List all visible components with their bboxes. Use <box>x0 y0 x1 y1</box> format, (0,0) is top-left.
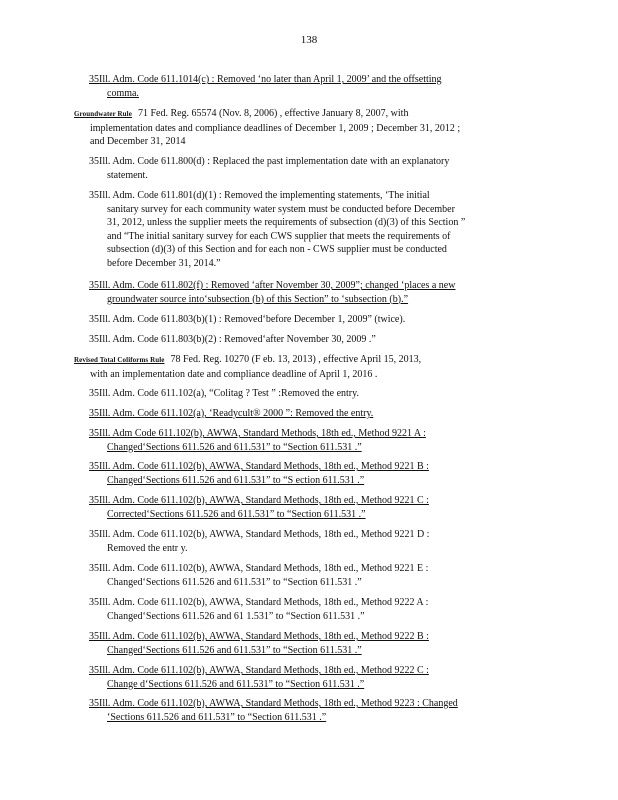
entry-line: groundwater source into‘subsection (b) of this Section” to ‘subsection (b).” <box>107 293 409 305</box>
amendment-entry <box>89 697 521 724</box>
amendment-entry <box>89 407 521 421</box>
amendment-entry <box>89 73 521 100</box>
amendment-entry <box>89 460 521 487</box>
entry-line: Corrected‘Sections 611.526 and 611.531” to “Section 611.531 .” <box>107 508 366 520</box>
amendment-entry <box>89 313 521 327</box>
entry-line: 78 Fed. Reg. 10270 (F eb. 13, 2013) , effective April 15, 2013, <box>170 354 422 365</box>
entry-line: 35Ill. Adm. Code 611.102(b), AWWA, Standard Methods, 18th ed., Method 9221 E : <box>89 563 429 574</box>
entry-line: before December 31, 2014.” <box>107 257 221 269</box>
entry-line: 35Ill. Adm Code 611.102(b), AWWA, Standard Methods, 18th ed., Method 9221 A : <box>89 428 426 439</box>
entry-line: and “The initial sanitary survey for each CWS supplier that meets the requirements of <box>107 230 451 242</box>
entry-line: statement. <box>107 169 148 181</box>
entry-line: with an implementation date and compliance deadline of April 1, 2016 . <box>90 368 378 380</box>
entry-line: 35Ill. Adm. Code 611.800(d) : Replaced the past implementation date with an explanatory <box>89 156 450 167</box>
amendment-entry <box>89 562 521 589</box>
entry-line: 35Ill. Adm. Code 611.102(b), AWWA, Standard Methods, 18th ed., Method 9222 C : <box>89 665 429 676</box>
entry-line: Removed the entr y. <box>107 542 188 554</box>
rule-heading-entry <box>74 107 529 149</box>
amendment-entry <box>89 630 521 657</box>
amendment-entry <box>89 528 521 555</box>
entry-line: ‘Sections 611.526 and 611.531” to “Section 611.531 .” <box>107 711 327 723</box>
amendment-entry <box>89 494 521 521</box>
amendment-entry <box>89 427 521 454</box>
entry-line: 35Ill. Adm. Code 611.803(b)(1) : Removed‘before December 1, 2009” (twice). <box>89 314 406 325</box>
rule-heading-entry <box>74 353 529 381</box>
amendment-entry <box>89 189 521 270</box>
entry-line: 35Ill. Adm. Code 611.802(f) : Removed ‘after November 30, 2009”; changed ‘places a new <box>89 280 456 291</box>
entry-line: 31, 2012, unless the supplier meets the requirements of subsection (d)(3) of this Section ” <box>107 217 466 228</box>
entry-line: 35Ill. Adm. Code 611.102(b), AWWA, Standard Methods, 18th ed., Method 9221 C : <box>89 495 429 506</box>
entry-line: 35Ill. Adm. Code 611.102(b), AWWA, Standard Methods, 18th ed., Method 9221 D : <box>89 529 430 540</box>
amendment-entry <box>89 279 521 306</box>
entry-line: 35Ill. Adm. Code 611.102(b), AWWA, Standard Methods, 18th ed., Method 9221 B : <box>89 461 429 472</box>
entry-line: 71 Fed. Reg. 65574 (Nov. 8, 2006) , effective January 8, 2007, with <box>137 108 409 119</box>
entry-line: Change d‘Sections 611.526 and 611.531” to “Section 611.531 .” <box>107 678 365 690</box>
entry-line: 35Ill. Adm. Code 611.803(b)(2) : Removed‘after November 30, 2009 .” <box>89 334 376 345</box>
amendment-entry <box>89 664 521 691</box>
entry-line: and December 31, 2014 <box>90 136 186 147</box>
entry-line: Changed‘Sections 611.526 and 611.531” to “Section 611.531 .” <box>107 576 362 588</box>
amendment-entry <box>89 155 521 182</box>
page-number: 138 <box>300 34 318 46</box>
entry-line: Changed‘Sections 611.526 and 61 1.531” to “Section 611.531 .” <box>107 610 365 622</box>
rule-name: Revised Total Coliforms Rule <box>74 356 165 364</box>
amendment-entry <box>89 333 521 347</box>
entry-line: implementation dates and compliance deadlines of December 1, 2009 ; December 31, 2012 ; <box>90 122 461 134</box>
amendment-entry <box>89 387 521 401</box>
entry-line: 35Ill. Adm. Code 611.102(a), ‘Readycult® 2000 ”: Removed the entry. <box>89 408 374 419</box>
rule-name: Groundwater Rule <box>74 110 132 118</box>
entry-line: 35Ill. Adm. Code 611.102(a), “Colitag ? Test ” :Removed the entry. <box>89 388 359 399</box>
entry-line: 35Ill. Adm. Code 611.1014(c) : Removed ‘no later than April 1, 2009’ and the offsetting <box>89 74 442 85</box>
entry-line: 35Ill. Adm. Code 611.102(b), AWWA, Standard Methods, 18th ed., Method 9222 A : <box>89 597 429 608</box>
entry-line: 35Ill. Adm. Code 611.801(d)(1) : Removed the implementing statements, ‘The initial <box>89 190 430 201</box>
entry-line: 35Ill. Adm. Code 611.102(b), AWWA, Standard Methods, 18th ed., Method 9222 B : <box>89 631 429 642</box>
entry-line: sanitary survey for each community water system must be conducted before December <box>107 203 455 215</box>
entry-line: comma. <box>107 87 139 99</box>
entry-line: subsection (d)(3) of this Section and for each non - CWS supplier must be conducted <box>107 244 447 255</box>
entry-line: Changed‘Sections 611.526 and 611.531” to “Section 611.531 .” <box>107 644 362 656</box>
entry-line: 35Ill. Adm. Code 611.102(b), AWWA, Standard Methods, 18th ed., Method 9223 : Changed <box>89 698 458 709</box>
entry-line: Changed‘Sections 611.526 and 611.531” to “S ection 611.531 .” <box>107 474 365 486</box>
amendment-entry <box>89 596 521 623</box>
entry-line: Changed‘Sections 611.526 and 611.531” to “Section 611.531 .” <box>107 441 362 453</box>
